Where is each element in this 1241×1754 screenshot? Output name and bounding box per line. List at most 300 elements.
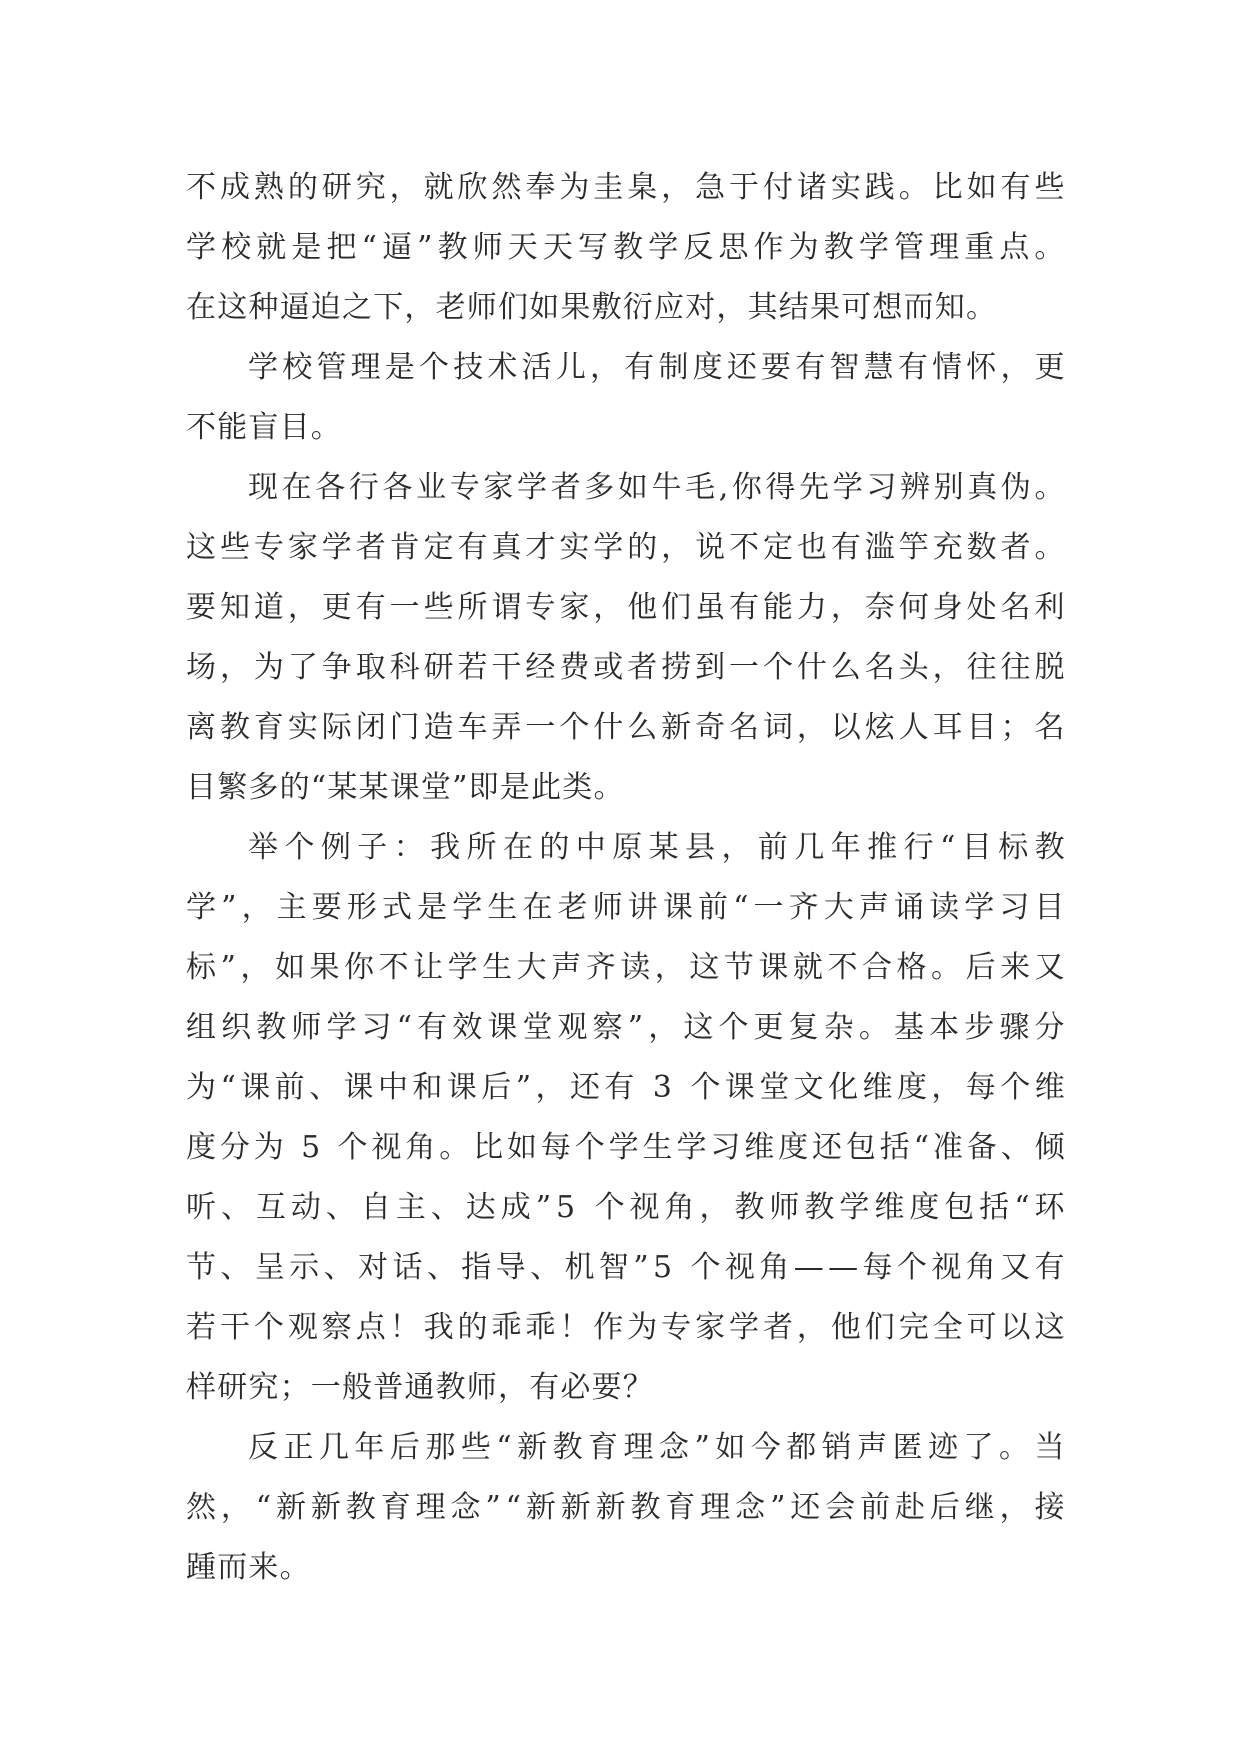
text-char: 新 — [310, 1490, 343, 1525]
text-char: ， — [661, 530, 693, 565]
text-line-content: 踵而来。 — [186, 1550, 311, 1585]
text-char: 5 — [556, 1190, 577, 1225]
text-char: 为 — [559, 170, 591, 205]
text-char: 化 — [828, 1070, 860, 1105]
text-char: 圭 — [593, 170, 625, 205]
text-char: 有 — [897, 350, 930, 385]
text-char: 学 — [326, 1010, 358, 1045]
text-char: 力 — [796, 590, 829, 625]
text-char: 如 — [715, 1430, 747, 1465]
text-char: 包 — [845, 1130, 878, 1165]
text-char: 么 — [830, 650, 863, 685]
text-char: 更 — [753, 1010, 785, 1045]
text-char: 年 — [354, 1430, 386, 1465]
text-char: ， — [830, 590, 863, 625]
text-char: 个 — [574, 1130, 606, 1165]
text-char: ” — [535, 1190, 553, 1225]
text-char: 原 — [612, 830, 644, 865]
text-char: 中 — [377, 1070, 410, 1105]
text-char: ， — [287, 590, 320, 625]
text-char: 度 — [778, 1130, 810, 1165]
text-char: 者 — [627, 650, 659, 685]
text-char: 维 — [744, 1130, 776, 1165]
text-char: 声 — [858, 890, 891, 925]
text-char: ， — [220, 1490, 253, 1525]
text-char: 思 — [718, 230, 750, 265]
text-char: 干 — [219, 1310, 252, 1345]
text-char: 个 — [690, 1250, 722, 1285]
text-char: 育 — [665, 1490, 697, 1525]
text-char: 取 — [355, 650, 387, 685]
text-line — [186, 1538, 1066, 1598]
text-char: 全 — [932, 1310, 964, 1345]
text-char: 毛 — [685, 470, 717, 505]
text-char: 究 — [355, 170, 387, 205]
text-char: ， — [389, 170, 421, 205]
text-char: 视 — [724, 1250, 757, 1285]
text-line — [186, 1298, 1066, 1358]
text-char: 举 — [248, 830, 280, 865]
text-char: 文 — [793, 1070, 825, 1105]
text-char: 合 — [861, 950, 894, 985]
text-char: 3 — [652, 1070, 674, 1105]
body-text — [186, 158, 1066, 1598]
text-char: 后 — [481, 1070, 513, 1105]
text-char: 如 — [506, 1130, 539, 1165]
text-char: 管 — [893, 230, 926, 265]
text-char: ， — [654, 950, 686, 985]
text-char: 诸 — [796, 170, 829, 205]
text-char: 学 — [832, 470, 864, 505]
text-char: 实 — [287, 710, 320, 745]
text-char: 个 — [718, 1010, 750, 1045]
text-char: 造 — [423, 710, 455, 745]
text-char: 么 — [627, 710, 659, 745]
text-char: 为 — [627, 1310, 659, 1345]
text-char: 臬 — [627, 170, 659, 205]
text-char: 子 — [357, 830, 389, 865]
text-char: 反 — [248, 1430, 280, 1465]
text-char: 教 — [630, 1490, 662, 1525]
text-char: 教 — [823, 230, 855, 265]
text-char: 有 — [729, 590, 761, 625]
text-char: 教 — [613, 230, 645, 265]
text-char: 个 — [559, 710, 591, 745]
text-char: 课 — [487, 1010, 519, 1045]
text-char: 专 — [253, 530, 286, 565]
text-char: 、 — [426, 1250, 459, 1285]
text-char: 专 — [449, 470, 481, 505]
text-char: 组 — [186, 1010, 218, 1045]
text-char: 学 — [321, 530, 353, 565]
text-char: 些 — [1034, 170, 1066, 205]
text-char: 经 — [525, 650, 557, 685]
text-line-content: 样研究；一般普通教师，有必要？ — [186, 1370, 654, 1405]
text-char: 角 — [759, 1250, 791, 1285]
text-char: 年 — [830, 830, 862, 865]
text-char: 织 — [221, 1010, 253, 1045]
text-char: 效 — [452, 1010, 484, 1045]
text-char: 制 — [658, 350, 690, 385]
text-char: 竽 — [898, 530, 930, 565]
text-char: 生 — [487, 890, 519, 925]
text-char: 观 — [287, 1310, 320, 1345]
text-char: 课 — [662, 890, 695, 925]
text-char: 要 — [761, 350, 793, 385]
text-char: 者 — [550, 470, 582, 505]
text-char: 的 — [457, 1310, 489, 1345]
text-char: 师 — [291, 1010, 323, 1045]
text-char: “ — [913, 1130, 931, 1165]
text-char: 天 — [542, 230, 575, 265]
text-line — [186, 398, 1066, 458]
text-char: 教 — [552, 1430, 584, 1465]
text-char: 名 — [864, 650, 896, 685]
text-char: 例 — [320, 830, 353, 865]
text-char: 的 — [627, 530, 659, 565]
text-char: 学 — [676, 1130, 708, 1165]
text-char: 什 — [796, 650, 829, 685]
text-char: 大 — [516, 950, 548, 985]
text-char: 如 — [274, 950, 307, 985]
text-char: 念 — [450, 1490, 482, 1525]
text-char: 然 — [186, 1490, 218, 1525]
text-char: ， — [241, 890, 273, 925]
text-char: 骤 — [999, 1010, 1031, 1045]
text-char: 形 — [346, 890, 379, 925]
text-char: 前 — [860, 1490, 892, 1525]
text-char: 自 — [360, 1190, 393, 1225]
text-line — [186, 1238, 1066, 1298]
text-char: 视 — [931, 1250, 963, 1285]
text-char: 察 — [321, 1310, 353, 1345]
text-char: 新 — [517, 1430, 549, 1465]
text-char: 这 — [683, 1010, 715, 1045]
text-char: 慧 — [863, 350, 895, 385]
text-char: 有 — [604, 1070, 636, 1105]
text-char: ， — [1000, 350, 1032, 385]
text-char: 有 — [457, 530, 489, 565]
text-char: 县 — [685, 830, 717, 865]
text-char: 有 — [795, 350, 827, 385]
text-char: 教 — [219, 710, 252, 745]
text-line-content: 不能盲目。 — [186, 410, 342, 445]
text-char: 新 — [595, 1490, 627, 1525]
text-char: 天 — [507, 230, 539, 265]
text-line — [186, 1478, 1066, 1538]
text-char: 谓 — [491, 590, 523, 625]
text-char: 观 — [557, 1010, 589, 1045]
text-line — [186, 458, 1066, 518]
text-char: ！ — [389, 1310, 421, 1345]
text-char: 儿 — [555, 350, 588, 385]
text-char: “ — [496, 1430, 513, 1465]
text-char: 炫 — [864, 710, 896, 745]
text-char: 角 — [405, 1130, 437, 1165]
text-char: 推 — [867, 830, 899, 865]
text-char: ， — [219, 650, 252, 685]
text-char: 标 — [998, 830, 1030, 865]
text-char: 牛 — [651, 470, 683, 505]
text-line — [186, 998, 1066, 1058]
text-char: 角 — [965, 1250, 997, 1285]
text-char: 学 — [964, 890, 996, 925]
text-char: ， — [240, 950, 272, 985]
text-char: 。 — [1034, 230, 1066, 265]
text-char: ， — [796, 710, 829, 745]
text-char: 节 — [186, 1250, 218, 1285]
text-char: ” — [417, 230, 434, 265]
text-char: 技 — [453, 350, 485, 385]
text-char: 们 — [661, 590, 693, 625]
text-char: 奉 — [525, 170, 557, 205]
text-char: 管 — [316, 350, 348, 385]
text-char: 写 — [578, 230, 610, 265]
text-char: 者 — [762, 1310, 795, 1345]
text-char: 指 — [461, 1250, 493, 1285]
text-char: 奈 — [864, 590, 896, 625]
text-char: 校 — [282, 350, 314, 385]
text-char: “ — [505, 1490, 523, 1525]
text-char: 更 — [321, 590, 353, 625]
text-char: 今 — [750, 1430, 782, 1465]
text-char: 专 — [661, 1310, 693, 1345]
text-char: 的 — [287, 170, 320, 205]
text-char: 了 — [963, 1430, 995, 1465]
text-char: 诵 — [893, 890, 926, 925]
text-char: 理 — [415, 1490, 447, 1525]
text-char: 家 — [559, 590, 591, 625]
text-char: ， — [590, 350, 622, 385]
text-char: “ — [220, 1070, 237, 1105]
text-char: ” — [221, 890, 238, 925]
text-char: ， — [931, 1070, 963, 1105]
text-char: 读 — [929, 890, 961, 925]
text-char: 准 — [932, 1130, 965, 1165]
text-char: 括 — [979, 1190, 1011, 1225]
text-char: 脱 — [1034, 650, 1066, 685]
text-char: 们 — [864, 1310, 896, 1345]
text-char: 学 — [447, 950, 479, 985]
text-char: ” — [485, 1490, 502, 1525]
text-line — [186, 338, 1066, 398]
text-char: 角 — [664, 1190, 696, 1225]
text-char: 、 — [1000, 1130, 1032, 1165]
text-char: 。 — [898, 170, 930, 205]
text-char: 各 — [382, 470, 414, 505]
text-char: 后 — [389, 1430, 422, 1465]
text-char: 动 — [290, 1190, 323, 1225]
text-char: 人 — [898, 710, 930, 745]
text-char: 机 — [564, 1250, 596, 1285]
text-char: 新 — [661, 710, 693, 745]
text-char: 个 — [284, 830, 316, 865]
text-char: ， — [999, 1490, 1031, 1525]
text-char: 5 — [653, 1250, 674, 1285]
text-char: 声 — [551, 950, 583, 985]
text-char: 作 — [593, 1310, 625, 1345]
text-char: 师 — [472, 230, 504, 265]
text-char: 真 — [967, 470, 999, 505]
text-char: 耳 — [932, 710, 964, 745]
text-char: 干 — [491, 650, 523, 685]
text-char: 为 — [186, 1070, 218, 1105]
text-line — [186, 578, 1066, 638]
text-char: 个 — [337, 1130, 369, 1165]
text-char: 点 — [355, 1310, 387, 1345]
text-char: 某 — [648, 830, 680, 865]
text-char: 察 — [592, 1010, 624, 1045]
text-char: 情 — [932, 350, 964, 385]
text-char: 实 — [830, 170, 863, 205]
text-line — [186, 1358, 1066, 1418]
text-char: 每 — [540, 1130, 573, 1165]
text-char: 赴 — [894, 1490, 927, 1525]
text-char: 词 — [762, 710, 795, 745]
text-char: 教 — [1034, 830, 1066, 865]
text-char: 业 — [416, 470, 448, 505]
text-char: 别 — [933, 470, 965, 505]
text-char: 维 — [1034, 1070, 1066, 1105]
text-char: 弄 — [491, 710, 523, 745]
text-char: 比 — [932, 170, 964, 205]
text-char: 利 — [1034, 590, 1066, 625]
text-char: 。 — [439, 1130, 471, 1165]
text-char: ， — [648, 1010, 680, 1045]
text-char: 主 — [276, 890, 308, 925]
text-char: 和 — [412, 1070, 444, 1105]
text-char: 后 — [929, 1490, 962, 1525]
text-char: 听 — [186, 1190, 218, 1225]
text-char: 又 — [1034, 950, 1066, 985]
text-char: 节 — [723, 950, 756, 985]
text-char: 他 — [830, 1310, 863, 1345]
text-char: 要 — [311, 890, 343, 925]
text-char: ， — [699, 1190, 731, 1225]
text-char: 习 — [999, 890, 1031, 925]
text-char: 。 — [1034, 530, 1066, 565]
text-char: 继 — [964, 1490, 996, 1525]
text-char: 争 — [321, 650, 353, 685]
text-char: 奇 — [695, 710, 727, 745]
text-char: 智 — [598, 1250, 631, 1285]
text-char: 示 — [289, 1250, 321, 1285]
text-char: 个 — [762, 650, 795, 685]
text-char: 前 — [274, 1070, 306, 1105]
text-char: 几 — [794, 830, 826, 865]
text-char: ” — [633, 1250, 650, 1285]
text-char: 前 — [757, 830, 790, 865]
text-char: 一 — [389, 590, 421, 625]
text-char: 怀 — [966, 350, 998, 385]
text-char: 育 — [253, 710, 286, 745]
text-char: 基 — [893, 1010, 926, 1045]
text-char: 费 — [559, 650, 591, 685]
text-char: 视 — [629, 1190, 661, 1225]
text-char: 齐 — [788, 890, 820, 925]
text-char: 到 — [695, 650, 727, 685]
text-char: 各 — [315, 470, 347, 505]
text-char: 什 — [593, 710, 625, 745]
text-char: 前 — [697, 890, 730, 925]
text-char: 实 — [559, 530, 591, 565]
text-char: 当 — [1034, 1430, 1066, 1465]
text-char: ； — [1000, 710, 1032, 745]
text-char: 为 — [253, 1130, 285, 1165]
text-char: 度 — [896, 1070, 929, 1105]
text-line — [186, 878, 1066, 938]
text-line — [186, 938, 1066, 998]
text-char: 反 — [683, 230, 715, 265]
text-char: 乖 — [491, 1310, 523, 1345]
text-char: 几 — [318, 1430, 351, 1465]
text-char: 对 — [358, 1250, 390, 1285]
text-char: 。 — [931, 950, 963, 985]
text-char: 得 — [765, 470, 797, 505]
text-char: 学 — [186, 230, 218, 265]
text-char: 、 — [220, 1190, 253, 1225]
text-line-content: 目繁多的“某某课堂”即是此类。 — [186, 770, 625, 805]
text-char: 达 — [465, 1190, 497, 1225]
text-line — [186, 278, 1066, 338]
text-char: 复 — [788, 1010, 820, 1045]
text-char: 学 — [248, 350, 280, 385]
text-char: 果 — [309, 950, 341, 985]
text-char — [580, 1178, 591, 1238]
text-char: 育 — [380, 1490, 412, 1525]
text-char: 教 — [256, 1010, 288, 1045]
text-char: 维 — [874, 1190, 906, 1225]
text-char: 主 — [395, 1190, 428, 1225]
text-line — [186, 1118, 1066, 1178]
text-char: 门 — [389, 710, 421, 745]
text-char: 者 — [1000, 530, 1032, 565]
text-char: 研 — [321, 170, 353, 205]
text-char: 行 — [348, 470, 381, 505]
text-char: 现 — [248, 470, 280, 505]
text-char: 本 — [929, 1010, 961, 1045]
text-char: 度 — [909, 1190, 941, 1225]
text-char: 头 — [898, 650, 930, 685]
text-char: 习 — [361, 1010, 393, 1045]
text-char: 真 — [491, 530, 523, 565]
text-char: 数 — [966, 530, 998, 565]
text-line — [186, 638, 1066, 698]
text-char: 念 — [658, 1430, 691, 1465]
text-char: 育 — [588, 1430, 620, 1465]
text-char: 有 — [1000, 170, 1032, 205]
text-char: 那 — [425, 1430, 457, 1465]
text-char: 、 — [309, 1070, 341, 1105]
text-char: 教 — [437, 230, 469, 265]
text-char: 为 — [788, 230, 820, 265]
text-char: ， — [593, 590, 625, 625]
text-char: 话 — [392, 1250, 424, 1285]
text-char: 、 — [430, 1190, 462, 1225]
text-char: 、 — [530, 1250, 562, 1285]
text-char: 括 — [879, 1130, 911, 1165]
text-line — [186, 518, 1066, 578]
text-char: 这 — [186, 530, 218, 565]
text-char: 教 — [804, 1190, 836, 1225]
text-char: 讲 — [627, 890, 659, 925]
text-char: 所 — [466, 830, 498, 865]
text-char: 学 — [517, 470, 549, 505]
text-char: 把 — [326, 230, 358, 265]
text-char: 闭 — [355, 710, 387, 745]
text-char: 、 — [325, 1190, 358, 1225]
text-char: 有 — [830, 530, 863, 565]
